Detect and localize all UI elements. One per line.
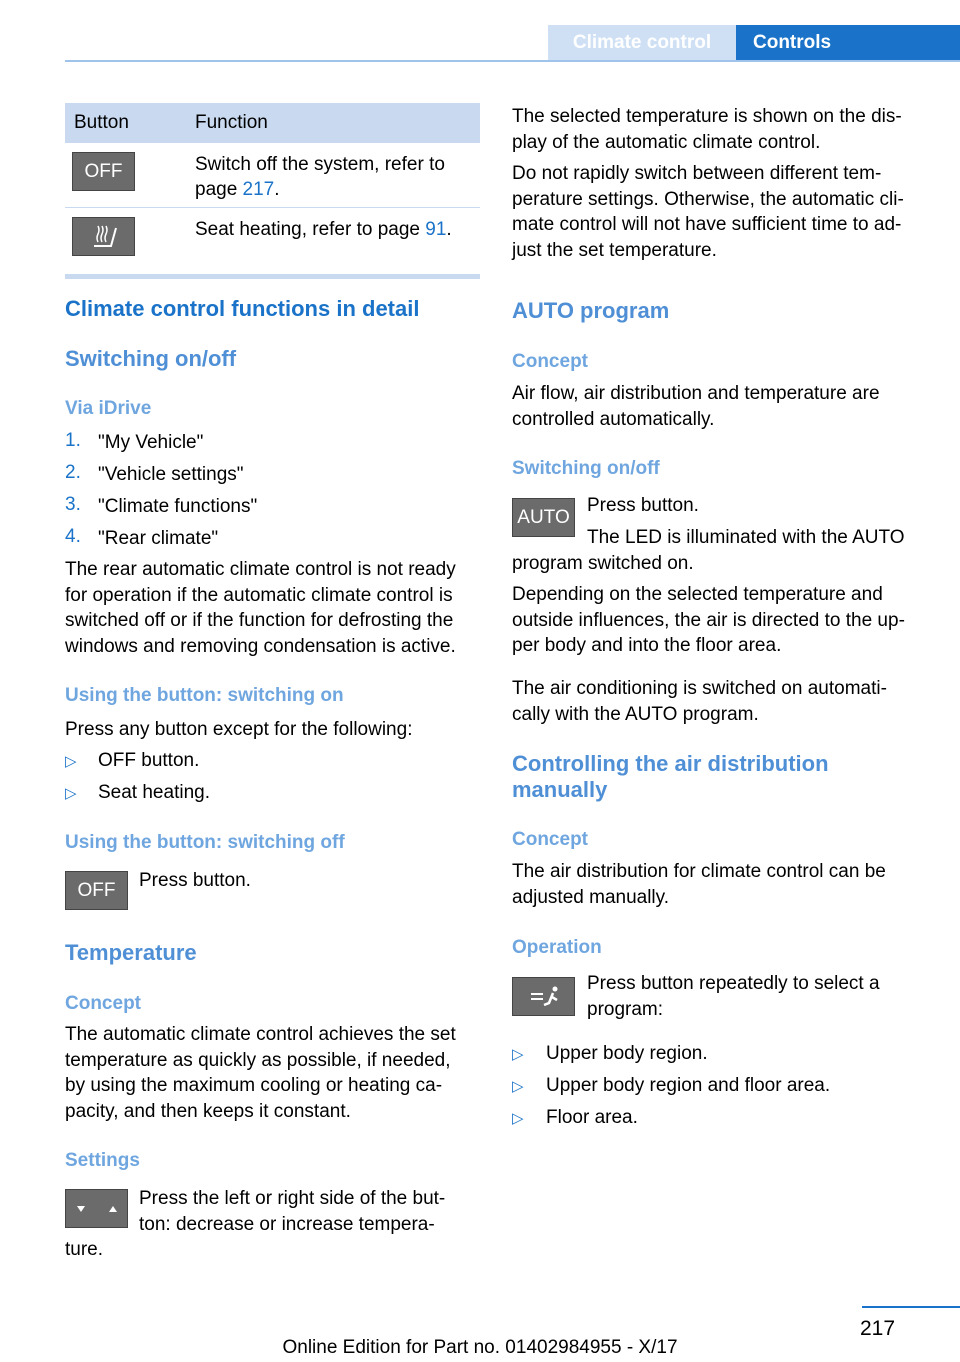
list-item: Floor area. (546, 1107, 638, 1128)
press-button-text: Press button. (587, 495, 699, 516)
list-item: Upper body region. (546, 1043, 708, 1064)
auto-button-icon: AUTO (512, 498, 575, 537)
heading-temperature: Temperature (65, 940, 197, 965)
bullet-triangle-icon: ▷ (512, 1078, 524, 1095)
table-header (65, 103, 480, 143)
column-header-button: Button (74, 112, 129, 133)
heading-switching: Switching on/off (65, 346, 237, 371)
page-ref-link[interactable]: 91 (425, 219, 447, 240)
heading-operation: Operation (512, 937, 602, 958)
bullet-triangle-icon: ▷ (65, 785, 77, 802)
header-section-title: Climate control (548, 25, 736, 61)
list-item: Seat heating. (98, 782, 210, 803)
bullet-triangle-icon: ▷ (512, 1046, 524, 1063)
press-any-text: Press any button except for the following: (65, 719, 413, 740)
header-rule (65, 60, 960, 62)
step-text: "Rear climate" (98, 528, 219, 549)
step-text: "My Vehicle" (98, 432, 204, 453)
heading-concept: Concept (512, 351, 588, 372)
step-number: 3. (65, 494, 81, 515)
heading-switching-off: Using the button: switching off (65, 832, 345, 853)
auto-concept-paragraph: Air flow, air distribution and temperature are controlled automatically. (512, 383, 880, 430)
bullet-triangle-icon: ▷ (65, 753, 77, 770)
step-number: 1. (65, 430, 81, 451)
page-ref-link[interactable]: 217 (242, 179, 275, 200)
heading-switching-on: Using the button: switching on (65, 685, 344, 706)
air-conditioning-paragraph: The air conditioning is switched on automati- cally with the AUTO program. (512, 678, 887, 725)
column-header-function: Function (195, 112, 268, 133)
list-item: OFF button. (98, 750, 200, 771)
heading-auto-program: AUTO program (512, 298, 670, 323)
heading-functions-detail: Climate control functions in detail (65, 296, 420, 321)
step-text: "Climate functions" (98, 496, 258, 517)
press-button-text: Press button. (139, 870, 251, 891)
heading-air-distribution: Controlling the air distribution manually (512, 751, 829, 802)
heading-settings: Settings (65, 1150, 140, 1171)
footer-rule (862, 1306, 960, 1308)
heading-via-idrive: Via iDrive (65, 398, 152, 419)
temperature-concept-paragraph: The automatic climate control achieves the set temperature as quickly as possible, if needed, by using the maximum cooling or heating ca- pacity, and then keeps it constant. (65, 1024, 456, 1122)
depending-paragraph: Depending on the selected temperature and outside influences, the air is directed to the up- per body and into the floor area. (512, 584, 905, 656)
step-text: "Vehicle settings" (98, 464, 244, 485)
table-cell-function: Seat heating, refer to page 91. (195, 219, 452, 240)
table-row (65, 143, 480, 208)
seat-heating-icon (72, 217, 135, 256)
rear-climate-paragraph: The rear automatic climate control is not ready for operation if the automatic climate control is switched off or if the function for defrosting the windows and removing condensation is active. (65, 559, 456, 657)
button-function-table (65, 103, 480, 279)
off-button-icon: OFF (65, 871, 128, 910)
rapid-switch-paragraph: Do not rapidly switch between different tem- perature settings. Otherwise, the automatic cli- mate control will not have sufficient time to ad- just the set temperature. (512, 163, 904, 261)
settings-paragraph: Press the left or right side of the but- ton: decrease or increase tempera- ture. (65, 1188, 446, 1260)
heading-concept: Concept (512, 829, 588, 850)
list-item: Upper body region and floor area. (546, 1075, 831, 1096)
air-distribution-icon (512, 977, 575, 1016)
off-button-icon: OFF (72, 152, 135, 191)
selected-temperature-paragraph: The selected temperature is shown on the dis- play of the automatic climate control. (512, 106, 902, 153)
step-number: 2. (65, 462, 81, 483)
led-paragraph: The LED is illuminated with the AUTO program switched on. (512, 527, 905, 574)
table-bottom-rule (65, 274, 480, 279)
table-cell-function: Switch off the system, refer to page 217. (195, 154, 445, 200)
heading-switching-on-off: Switching on/off (512, 458, 660, 479)
heading-concept: Concept (65, 993, 141, 1014)
step-number: 4. (65, 526, 81, 547)
page-number: 217 (860, 1317, 896, 1340)
manual-concept-paragraph: The air distribution for climate control can be adjusted manually. (512, 861, 886, 908)
bullet-triangle-icon: ▷ (512, 1110, 524, 1127)
operation-paragraph: Press button repeatedly to select a program: (587, 973, 880, 1020)
edition-footer: Online Edition for Part no. 01402984955 - X/17 (282, 1337, 678, 1358)
table-row (65, 208, 480, 264)
header-chapter-tab: Controls (736, 25, 960, 61)
